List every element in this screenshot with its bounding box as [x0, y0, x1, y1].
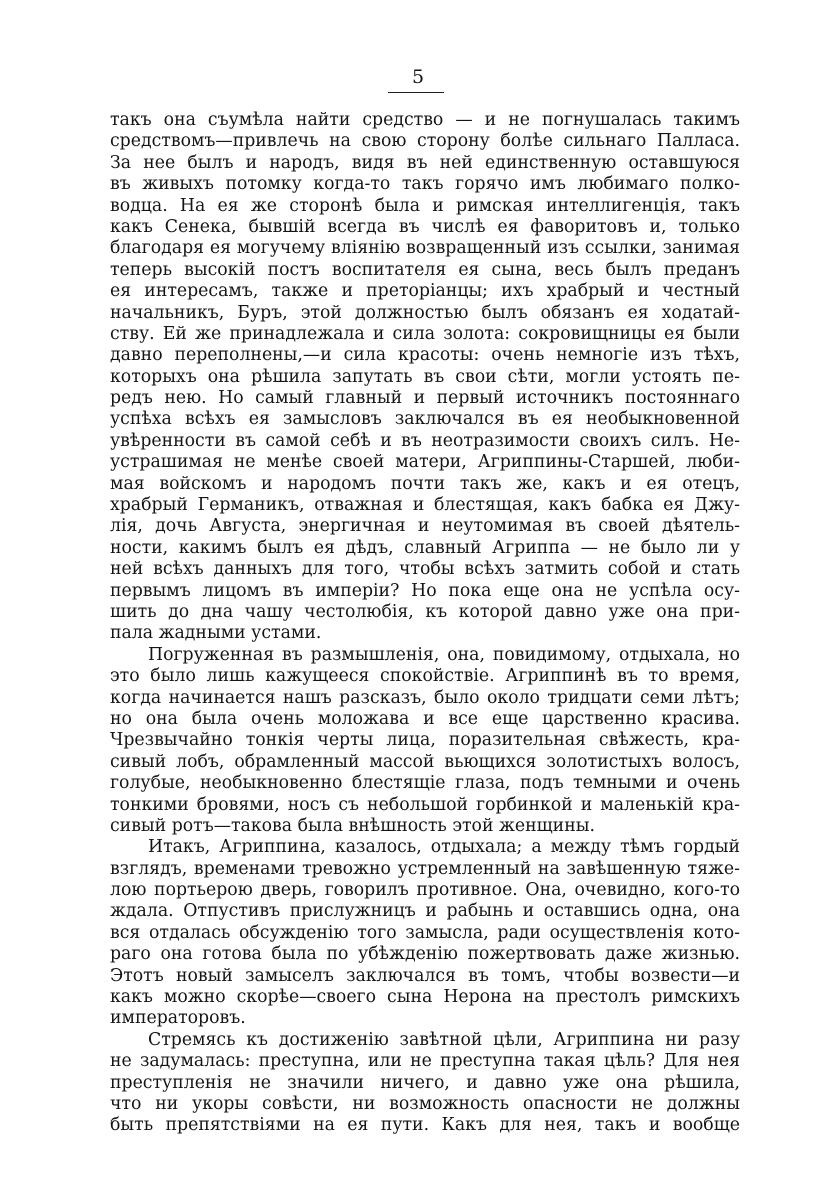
- text-line: водца. На ея же сторонѣ была и римская интеллигенція, такъ: [110, 195, 740, 216]
- text-line: что ни укоры совѣсти, ни возможность опасности не должны: [110, 1093, 740, 1114]
- text-line: такъ она съумѣла найти средство — и не погнушалась такимъ: [110, 110, 740, 130]
- text-line: голубые, необыкновенно блестящіе глаза, подъ темными и очень: [110, 773, 740, 794]
- text-line: ждала. Отпустивъ прислужницъ и рабынь и оставшись одна, она: [110, 901, 740, 922]
- text-line: лiя, дочь Августа, энергичная и неутомимая въ своей дѣятель-: [110, 516, 740, 537]
- text-line: не задумалась: преступна, или не преступна такая цѣль? Для нея: [110, 1051, 740, 1072]
- text-line: раго она готова была по убѣжденію пожертвовать даже жизнью.: [110, 944, 740, 965]
- page-number-rule: [388, 92, 444, 93]
- text-line: ности, какимъ былъ ея дѣдъ, славный Агриппа — не было ли у: [110, 537, 740, 558]
- text-line: успѣха всѣхъ ея замысловъ заключался въ ея необыкновенной: [110, 409, 740, 430]
- text-line: какъ Сенека, бывшій всегда въ числѣ ея фаворитовъ и, только: [110, 216, 740, 237]
- text-line: благодаря ея могучему вліянію возвращенный изъ ссылки, занимая: [110, 238, 740, 259]
- text-line: взглядъ, временами тревожно устремленный на завѣшенную тяже-: [110, 858, 740, 879]
- text-line: но она была очень моложава и все еще царственно красива.: [110, 708, 740, 729]
- text-line: сивый ротъ—такова была внѣшность этой женщины.: [110, 815, 595, 836]
- text-line: лою портьерою дверь, говорилъ противное. Она, очевидно, кого-то: [110, 880, 740, 901]
- text-line: которыхъ она рѣшила запутать въ свои сѣти, могли устоять пе-: [110, 366, 740, 387]
- text-line: ству. Ей же принадлежала и сила золота: сокровищницы ея были: [110, 323, 740, 344]
- text-line: увѣренности въ самой себѣ и въ неотразимости своихъ силъ. Не-: [110, 430, 740, 451]
- body-text: [110, 110, 740, 1137]
- text-line: преступленія не значили ничего, и давно уже она рѣшила,: [110, 1072, 740, 1093]
- text-line: Чрезвычайно тонкія черты лица, поразительная свѣжесть, кра-: [110, 730, 740, 751]
- text-line: вся отдалась обсужденію того замысла, ради осуществленія кото-: [110, 922, 740, 943]
- text-line: начальникъ, Буръ, этой должностью былъ обязанъ ея ходатай-: [110, 302, 740, 323]
- text-line: Погруженная въ размышленія, она, повидимому, отдыхала, но: [148, 644, 740, 665]
- text-line: Этотъ новый замыселъ заключался въ томъ, чтобы возвести—и: [110, 965, 740, 986]
- text-line: первымъ лицомъ въ имперіи? Но пока еще она не успѣла осу-: [110, 580, 740, 601]
- text-line: ней всѣхъ данныхъ для того, чтобы всѣхъ затмить собой и стать: [110, 559, 740, 580]
- text-line: За нее былъ и народъ, видя въ ней единственную оставшуюся: [110, 152, 740, 173]
- text-line: средствомъ—привлечь на свою сторону болѣе сильнаго Палласа.: [110, 131, 740, 152]
- text-line: ея интересамъ, также и преторіанцы; ихъ храбрый и честный: [110, 281, 740, 302]
- page-number: 5: [411, 66, 425, 88]
- text-line: теперь высокій постъ воспитателя ея сына, весь былъ преданъ: [110, 259, 740, 280]
- text-line: когда начинается нашъ разсказъ, было около тридцати семи лѣтъ;: [110, 687, 740, 708]
- text-line: мая войскомъ и народомъ почти такъ же, какъ и ея отецъ,: [110, 473, 740, 494]
- text-line: тонкими бровями, носъ съ небольшой горбинкой и маленькій кра-: [110, 794, 740, 815]
- text-line: въ живыхъ потомку когда-то такъ горячо имъ любимаго полко-: [110, 174, 740, 195]
- text-line: устрашимая не менѣе своей матери, Агриппины-Старшей, люби-: [110, 452, 740, 473]
- text-line: редъ нею. Но самый главный и первый источникъ постояннаго: [110, 388, 740, 409]
- text-line: храбрый Германикъ, отважная и блестящая, какъ бабка ея Джу-: [110, 495, 740, 516]
- text-line: Стремясь къ достиженію завѣтной цѣли, Агриппина ни разу: [148, 1029, 740, 1050]
- text-line: какъ можно скорѣе—своего сына Нерона на престолъ римскихъ: [110, 987, 740, 1008]
- text-line: сивый лобъ, обрамленный массой вьющихся золотистыхъ волосъ,: [110, 751, 740, 772]
- text-line: императоровъ.: [110, 1008, 246, 1029]
- text-line: шить до дна чашу честолюбія, къ которой давно уже она при-: [110, 601, 740, 622]
- text-line: это было лишь кажущееся спокойствіе. Агриппинѣ въ то время,: [110, 666, 740, 687]
- text-line: пала жадными устами.: [110, 623, 322, 644]
- text-line: Итакъ, Агриппина, казалось, отдыхала; а между тѣмъ гордый: [148, 837, 740, 858]
- text-line: быть препятствіями на ея пути. Какъ для нея, такъ и вообще: [110, 1115, 740, 1136]
- text-line: давно переполнены,—и сила красоты: очень немногіе изъ тѣхъ,: [110, 345, 740, 366]
